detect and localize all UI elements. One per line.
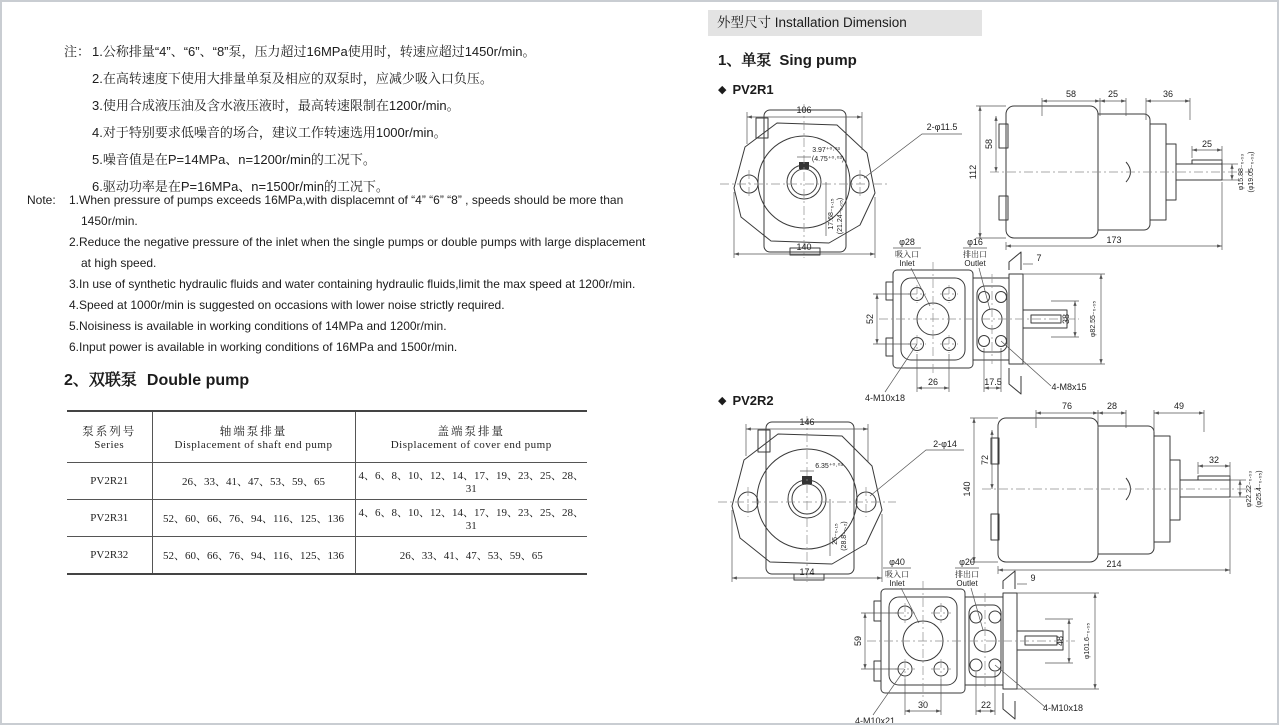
- dim-52: 52: [865, 313, 875, 325]
- inlet-label-en: Inlet: [899, 259, 915, 268]
- pump-outline: [879, 252, 1079, 394]
- header-shaft-en: Displacement of shaft end pump: [174, 439, 333, 451]
- outlet-label-en: Outlet: [956, 579, 978, 588]
- dim-76-top: 76: [1061, 401, 1073, 411]
- table-row: [67, 537, 587, 575]
- dim-key-height: 17.68₋₀.₁₅: [828, 198, 835, 230]
- header-shaft-end: [152, 411, 355, 463]
- inlet-label-cn: 吸入口: [885, 570, 909, 579]
- dim-72: 72: [980, 454, 990, 466]
- bolt-spec-left: 4-M10x18: [864, 393, 906, 403]
- cell-cover-displacement: 4、6、8、10、12、14、17、19、23、25、28、31: [355, 500, 587, 537]
- dim-58-left: 58: [984, 138, 994, 150]
- dim-58-top: 58: [1065, 89, 1077, 99]
- section-header-installation-dimension: 外型尺寸 Installation Dimension: [708, 10, 982, 36]
- outlet-diameter: φ20: [959, 557, 975, 567]
- note-en-3: 3.In use of synthetic hydraulic fluids and water containing hydraulic fluids,limit the max speed at 1200r/min.: [69, 277, 636, 291]
- dim-key-height-alt: (28.8₋₀.₂): [841, 521, 848, 551]
- notes-cn-label: 注：: [64, 44, 91, 59]
- outlet-label-en: Outlet: [964, 259, 986, 268]
- dim-112: 112: [968, 164, 978, 180]
- dim-9: 9: [1030, 573, 1036, 583]
- note-cn-3: 3.使用合成液压油及含水液压液时，最高转速限制在1200r/min。: [92, 98, 460, 113]
- dim-shaft-dia: φ15.88₋₀.₀₃: [1238, 153, 1245, 191]
- cell-cover-displacement: 26、33、41、47、53、59、65: [355, 537, 587, 575]
- header-series-en: Series: [94, 439, 125, 451]
- note-cn-2: 2.在高转速度下使用大排量单泵及相应的双泵时，应减少吸入口负压。: [92, 71, 493, 86]
- pv2r1-label: [718, 82, 774, 97]
- header-cover-cn: 盖端泵排量: [437, 426, 505, 438]
- note-cn-1: 1.公称排量“4”、“6”、“8”泵，压力超过16MPa使用时，转速应超过1450r/min。: [92, 44, 536, 59]
- dim-38: 38: [1061, 313, 1071, 325]
- note-en-6: 6.Input power is available in working conditions of 16MPa and 1500r/min.: [69, 340, 458, 354]
- dim-25-shaft: 25: [1201, 139, 1213, 149]
- table-header-row: [67, 411, 587, 463]
- outlet-label-cn: 排出口: [955, 570, 979, 579]
- inlet-label-cn: 吸入口: [895, 250, 919, 259]
- pump-outline: [990, 106, 1250, 238]
- dim-key-width: 3.97⁺⁰·⁰³: [812, 147, 840, 154]
- dim-30: 30: [917, 700, 929, 710]
- table-row: [67, 500, 587, 537]
- bolt-spec-right: 4-M10x18: [1042, 703, 1084, 713]
- dim-140: 140: [796, 242, 812, 252]
- port-labels: [883, 557, 983, 630]
- diamond-bullet-icon: ◆: [718, 395, 727, 407]
- header-shaft-cn: 轴端泵排量: [219, 426, 288, 438]
- dim-214: 214: [1106, 559, 1122, 569]
- note-cn-5: 5.噪音值是在P=14MPa、n=1200r/min的工况下。: [92, 152, 376, 167]
- dim-140: 140: [962, 481, 972, 497]
- header-series-cn: 泵系列号: [82, 426, 137, 438]
- dim-spigot: φ101.6₋₀.₀₅: [1084, 622, 1091, 660]
- dim-36-top: 36: [1162, 89, 1174, 99]
- header-cover-en: Displacement of cover end pump: [390, 439, 552, 451]
- notes-chinese: [64, 38, 674, 200]
- note-en-4: 4.Speed at 1000r/min is suggested on occasions with lower noise strictly required.: [69, 298, 505, 312]
- bolt-spec-right: 4-M8x15: [1051, 382, 1087, 392]
- cell-shaft-displacement: 52、60、66、76、94、116、125、136: [152, 500, 355, 537]
- outlet-label-cn: 排出口: [963, 250, 987, 259]
- cell-series: PV2R21: [67, 463, 152, 500]
- dim-holes: 2-φ14: [933, 439, 957, 449]
- port-labels: [893, 237, 990, 310]
- outlet-diameter: φ16: [967, 237, 983, 247]
- cell-shaft-displacement: 52、60、66、76、94、116、125、136: [152, 537, 355, 575]
- dim-17-5: 17.5: [984, 377, 1002, 387]
- sing-no: 1、: [718, 52, 742, 69]
- double-pump-cn: 双联泵: [88, 372, 137, 389]
- dim-key-height: 25₋₀.₁₅: [832, 523, 839, 545]
- notes-english: [27, 190, 652, 358]
- dim-106: 106: [796, 105, 812, 115]
- pv2r2-port-view-drawing: [845, 555, 1141, 725]
- pv2r2-label: [718, 393, 774, 408]
- double-pump-table: [67, 410, 587, 575]
- dim-49-top: 49: [1173, 401, 1185, 411]
- pv2r2-side-view-drawing: [946, 400, 1279, 578]
- inlet-diameter: φ40: [889, 557, 905, 567]
- dim-key-height-alt: (21.24₋₀.₀₅): [837, 197, 844, 235]
- note-en-2: 2.Reduce the negative pressure of the inlet when the single pumps or double pumps with large displacement at high speed.: [69, 235, 646, 270]
- notes-en-label: Note:: [27, 193, 56, 207]
- dim-shaft-dia: φ22.22₋₀.₀₃: [1246, 470, 1253, 508]
- dim-59: 59: [853, 635, 863, 647]
- dimensions: [962, 401, 1263, 574]
- header-series: [67, 411, 152, 463]
- dim-146: 146: [799, 417, 815, 427]
- dim-holes: 2-φ11.5: [926, 122, 958, 132]
- cell-series: PV2R32: [90, 549, 129, 561]
- note-cn-4: 4.对于特别要求低噪音的场合，建议工作转速选用1000r/min。: [92, 125, 447, 140]
- pv2r1-side-view-drawing: [950, 86, 1279, 258]
- cell-shaft-displacement: 26、33、41、47、53、59、65: [152, 463, 355, 500]
- pv2r1-port-view-drawing: [855, 234, 1141, 406]
- dim-shaft-dia-alt: (φ25.4₋₀.₀₅): [1256, 470, 1263, 508]
- double-pump-heading: [64, 367, 249, 390]
- note-cn-6: 6.驱动功率是在P=16MPa、n=1500r/min的工况下。: [92, 179, 389, 194]
- sing-cn: 单泵: [741, 52, 772, 69]
- pump-outline: [982, 418, 1258, 562]
- dim-32-shaft: 32: [1208, 455, 1220, 465]
- pv2r1-name: PV2R1: [732, 82, 774, 97]
- cell-cover-displacement: 4、6、8、10、12、14、17、19、23、25、28、31: [355, 463, 587, 500]
- note-en-5: 5.Noisiness is available in working conditions of 14MPa and 1200r/min.: [69, 319, 447, 333]
- sing-en: Sing pump: [779, 52, 857, 69]
- dim-48: 48: [1055, 635, 1065, 647]
- inlet-diameter: φ28: [899, 237, 915, 247]
- dim-28-top: 28: [1106, 401, 1118, 411]
- pv2r2-name: PV2R2: [732, 393, 774, 408]
- header-cover-end: [355, 411, 587, 463]
- dim-shaft-dia-alt: (φ19.05₋₀.₀₃): [1248, 151, 1255, 193]
- dim-173: 173: [1106, 235, 1122, 245]
- cell-series: PV2R31: [67, 500, 152, 537]
- double-pump-en: Double pump: [146, 372, 250, 389]
- diamond-bullet-icon: ◆: [718, 84, 727, 96]
- dim-spigot: φ82.55₋₀.₀₅: [1090, 300, 1097, 338]
- double-pump-no: 2、: [64, 372, 89, 389]
- dimensions: [853, 573, 1099, 725]
- dim-22: 22: [980, 700, 992, 710]
- dim-25-top: 25: [1107, 89, 1119, 99]
- sing-pump-heading: [718, 49, 857, 70]
- table-row: [67, 463, 587, 500]
- dim-7: 7: [1036, 253, 1042, 263]
- bolt-spec-left: 4-M10x21: [854, 716, 896, 725]
- dim-174: 174: [799, 567, 815, 577]
- dim-key-width: 6.35⁺⁰·⁰³: [815, 463, 843, 470]
- dim-key-width-alt: (4.75⁺⁰·⁰³): [811, 156, 845, 163]
- note-en-1: 1.When pressure of pumps exceeds 16MPa,with displacemnt of “4” “6” “8” , speeds should be more than 1450r/min.: [69, 193, 624, 228]
- dimensions: [968, 89, 1255, 250]
- dim-26: 26: [927, 377, 939, 387]
- inlet-label-en: Inlet: [889, 579, 905, 588]
